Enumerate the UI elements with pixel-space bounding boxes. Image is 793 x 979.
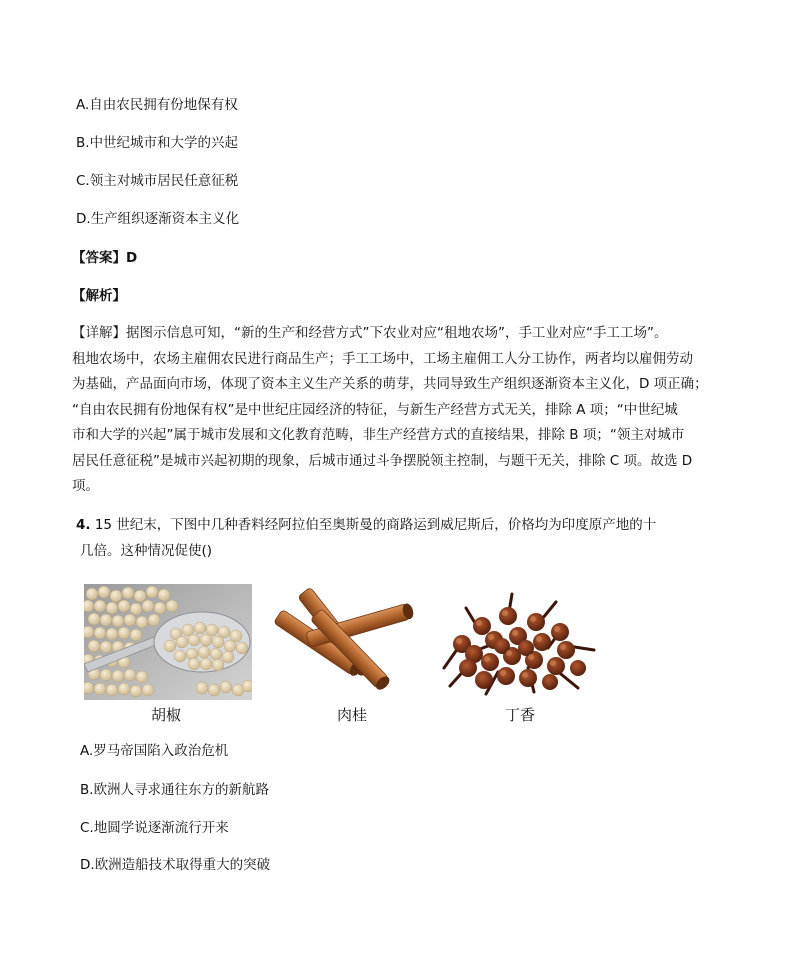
option-b: B.中世纪城市和大学的兴起 xyxy=(76,135,239,151)
option-d: D.欧洲造船技术取得重大的突破 xyxy=(80,857,271,873)
detail-line: 租地农场中，农场主雇佣农民进行商品生产；手工工场中，工场主雇佣工人分工协作，两者均以雇佣劳动 xyxy=(72,350,693,367)
option-c: C.地圆学说逐渐流行开来 xyxy=(80,820,229,836)
question-line-2: 几倍。这种情况促使() xyxy=(80,543,213,559)
pepper-caption: 胡椒 xyxy=(150,706,181,724)
detail-line: 【详解】据图示信息可知，“新的生产和经营方式”下农业对应“租地农场”，手工业对应“手工工场”。 xyxy=(72,325,668,341)
detail-paragraph xyxy=(72,321,724,500)
cinnamon-image xyxy=(270,586,420,700)
option-d: D.生产组织逐渐资本主义化 xyxy=(76,211,240,227)
answer-tag: 【答案】 xyxy=(72,250,126,266)
answer-value: D xyxy=(126,250,138,266)
detail-line: “自由农民拥有份地保有权”是中世纪庄园经济的特征，与新生产经营方式无关，排除 A 项；“中世纪城 xyxy=(72,401,678,418)
question-line-1: 4. 15 世纪末，下图中几种香料经阿拉伯至奥斯曼的商路运到威尼斯后，价格均为印度原产地的十 xyxy=(76,517,657,533)
option-a: A.罗马帝国陷入政治危机 xyxy=(80,743,229,759)
clove-caption: 丁香 xyxy=(504,706,535,724)
analysis-tag: 【解析】 xyxy=(72,288,126,304)
detail-line: 市和大学的兴起”属于城市发展和文化教育范畴，非生产经营方式的直接结果，排除 B 项；“领主对城市 xyxy=(72,427,685,443)
option-b: B.欧洲人寻求通往东方的新航路 xyxy=(80,782,270,798)
clove-image xyxy=(438,588,602,698)
cinnamon-caption: 肉桂 xyxy=(336,706,367,724)
option-a: A.自由农民拥有份地保有权 xyxy=(76,97,238,113)
option-c: C.领主对城市居民任意征税 xyxy=(76,173,239,189)
answer-line xyxy=(72,248,137,268)
pepper-image xyxy=(84,584,252,700)
question-number: 4. xyxy=(76,517,91,533)
detail-line: 项。 xyxy=(72,478,99,494)
detail-line: 为基础，产品面向市场，体现了资本主义生产关系的萌芽，共同导致生产组织逐渐资本主义化，D 项正确； xyxy=(72,376,708,392)
detail-line: 居民任意征税”是城市兴起初期的现象，后城市通过斗争摆脱领主控制，与题干无关，排除 C 项。故选 D xyxy=(72,452,693,469)
